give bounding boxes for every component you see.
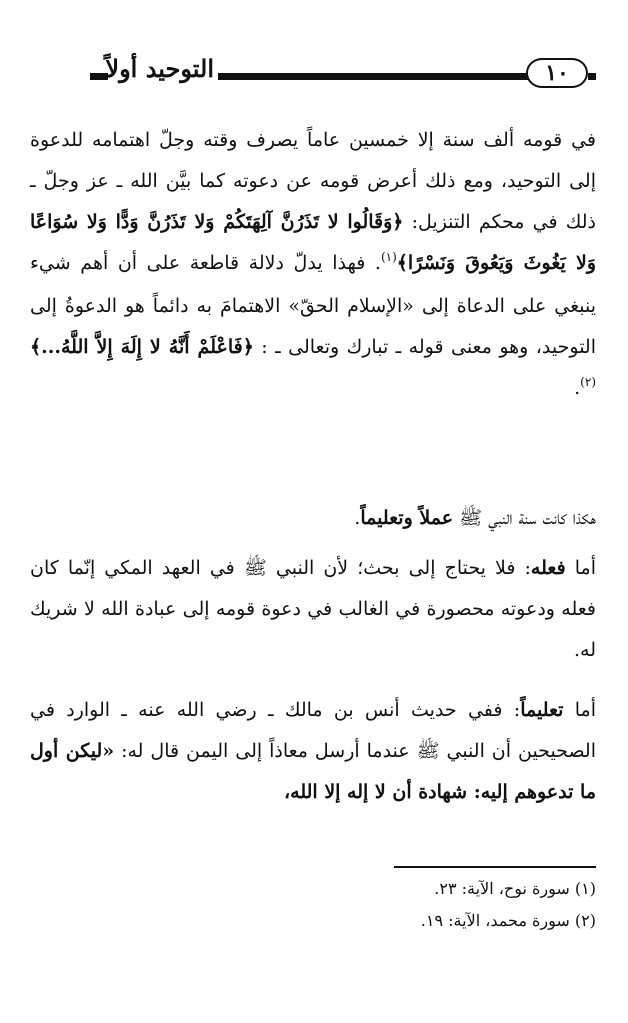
paragraph-2-emphasis: عملاً وتعليماً [360, 507, 454, 529]
quran-quote-2: ﴿فَاعْلَمْ أَنَّهُ لا إِلَهَ إِلاَّ اللَّهُ...﴾ [30, 336, 254, 358]
hadith-quote: «ليكن أول ما تدعوهم إليه: شهادة أن لا إله إلا الله، [30, 740, 596, 803]
paragraph-3 [30, 548, 596, 671]
paragraph-1-text-b: . فهذا يدلّ دلالة قاطعة على أن أهم شيء ينبغي على الدعاة إلى «الإسلام الحقّ» الاهتمامَ به دائماً هو الدعوةُ إلى التوحيد، وهو معنى قوله ـ تبارك وتعالى ـ : [30, 252, 596, 358]
paragraph-1-end: . [574, 377, 581, 399]
footnote-1: (١) سورة نوح، الآية: ٢٣. [434, 879, 596, 898]
paragraph-4-text: : ففي حديث أنس بن مالك ـ رضي الله عنه ـ الوارد في الصحيحين أن النبي ﷺ عندما أرسل معاذاً إلى اليمن قال له: [30, 699, 596, 762]
running-title: التوحيد أولاً [105, 54, 214, 83]
paragraph-4-lead: أما [563, 699, 596, 721]
header-rule-middle [218, 73, 528, 80]
paragraph-4-keyword: تعليماً [520, 699, 564, 721]
footnote-ref-1: (١) [380, 250, 397, 264]
footnote-separator [394, 866, 596, 868]
paragraph-2-text: هكذا كانت سنة النبي ﷺ [453, 507, 596, 529]
paragraph-2 [30, 498, 596, 539]
paragraph-4 [30, 690, 596, 813]
paragraph-3-keyword: فعله [530, 557, 566, 579]
page-number: ١٠ [526, 58, 588, 88]
page-header [40, 44, 596, 104]
footnote-2: (٢) سورة محمد، الآية: ١٩. [420, 911, 596, 930]
paragraph-1-text-a: في قومه ألف سنة إلا خمسين عاماً يصرف وقته وجلّ اهتمامه للدعوة إلى التوحيد، ومع ذلك أعرض قومه عن دعوته كما بيَّن الله ـ عز وجلّ ـ ذلك في محكم التنزيل: [30, 129, 596, 233]
paragraph-3-lead: أما [565, 557, 596, 579]
quran-quote-1: ﴿وَقَالُوا لا تَذَرُنَّ آلِهَتَكُمْ وَلا تَذَرُنَّ وَدًّا وَلا سُوَاعًا وَلا يَغُوثَ وَيَعُوقَ وَنَسْرًا﴾ [30, 211, 596, 274]
paragraph-1 [30, 120, 596, 411]
paragraph-3-text: : فلا يحتاج إلى بحث؛ لأن النبي ﷺ في العهد المكي إنّما كان فعله ودعوته محصورة في الغالب في دعوة قومه إلى عبادة الله لا شريك له. [30, 557, 596, 661]
footnote-ref-2: (٢) [580, 375, 596, 389]
paragraph-2-end: . [354, 507, 361, 529]
header-rule-right [588, 73, 596, 80]
